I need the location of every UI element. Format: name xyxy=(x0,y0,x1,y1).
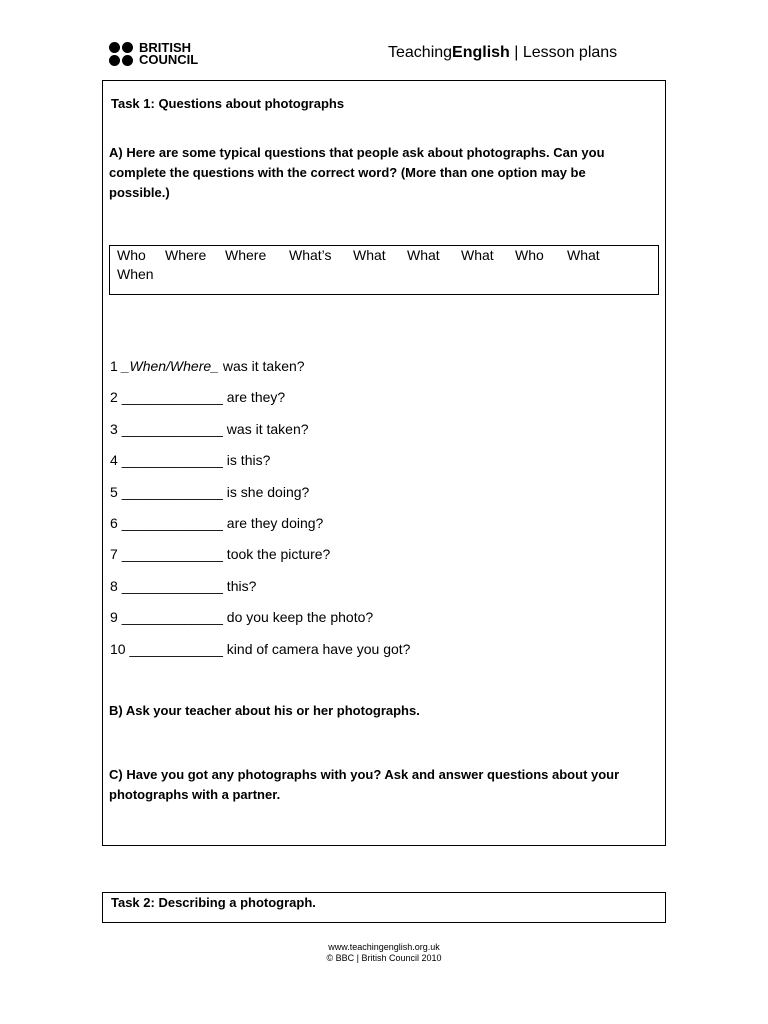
word-box-item: What’s xyxy=(289,247,332,263)
section-b-instructions: B) Ask your teacher about his or her photographs. xyxy=(109,703,420,718)
word-box-item: What xyxy=(461,247,494,263)
question-blank: _____________ xyxy=(121,389,223,406)
word-box-item: Where xyxy=(225,247,267,263)
british-council-logo xyxy=(109,42,209,70)
question-text: is she doing? xyxy=(222,483,310,500)
question-number: 9 xyxy=(110,609,122,626)
question-row xyxy=(110,357,305,375)
logo-dots-icon xyxy=(109,42,135,68)
question-blank: _____________ xyxy=(121,515,223,531)
question-text: is this? xyxy=(222,452,271,469)
question-row xyxy=(110,577,256,595)
question-text: was it taken? xyxy=(218,358,305,374)
question-text: are they? xyxy=(222,389,286,406)
question-blank: _____________ xyxy=(121,609,223,626)
question-text: are they doing? xyxy=(222,515,324,531)
question-number: 6 xyxy=(110,515,122,531)
word-box-item: Who xyxy=(515,247,544,263)
question-number: 2 xyxy=(110,389,122,406)
question-blank: _____________ xyxy=(121,483,223,500)
footer-copyright: © BBC | British Council 2010 xyxy=(326,953,442,963)
footer xyxy=(0,942,768,964)
section-c-instructions: C) Have you got any photographs with you? Ask and answer questions about your photographs with a partner. xyxy=(109,767,620,802)
question-row xyxy=(110,514,323,532)
task2-title: Task 2: Describing a photograph. xyxy=(111,895,316,910)
question-row xyxy=(110,483,309,501)
question-number: 5 xyxy=(110,483,122,500)
brand-prefix: Teaching xyxy=(388,44,453,61)
logo-line2: COUNCIL xyxy=(139,52,199,67)
question-text: kind of camera have you got? xyxy=(222,640,411,657)
brand-suffix: | Lesson plans xyxy=(509,44,618,61)
question-blank: _____________ xyxy=(121,420,223,437)
question-number: 10 xyxy=(110,640,130,657)
question-row xyxy=(110,420,309,438)
task1-box xyxy=(102,80,666,846)
question-number: 4 xyxy=(110,452,122,469)
section-a-instructions: A) Here are some typical questions that people ask about photographs. Can you complete the questions with the correct word? (More than one option may be possible.) xyxy=(109,145,605,200)
question-blank: ____________ xyxy=(129,640,223,657)
task1-title: Task 1: Questions about photographs xyxy=(111,96,345,111)
question-text: do you keep the photo? xyxy=(222,609,374,626)
question-number: 3 xyxy=(110,420,122,437)
brand-bold: English xyxy=(452,44,510,61)
question-number: 7 xyxy=(110,546,122,563)
question-blank: _____________ xyxy=(121,546,223,563)
footer-url: www.teachingenglish.org.uk xyxy=(328,942,440,952)
word-box-item: When xyxy=(117,266,154,282)
question-row xyxy=(110,545,330,563)
question-text: took the picture? xyxy=(222,546,331,563)
question-blank: _____________ xyxy=(121,577,223,594)
word-box-item: What xyxy=(567,247,600,263)
question-row xyxy=(110,451,270,469)
word-box-item: What xyxy=(353,247,386,263)
question-number: 1 xyxy=(110,358,122,374)
question-row xyxy=(110,608,373,626)
question-row xyxy=(110,388,285,406)
task2-box xyxy=(102,892,666,923)
question-text: was it taken? xyxy=(222,420,309,437)
question-blank: _____________ xyxy=(121,452,223,469)
header-brand xyxy=(388,44,617,62)
question-row xyxy=(110,640,410,658)
word-box-item: Who xyxy=(117,247,146,263)
question-number: 8 xyxy=(110,577,122,594)
question-text: this? xyxy=(222,577,257,594)
logo-line1: BRITISH xyxy=(139,40,191,55)
word-box-item: What xyxy=(407,247,440,263)
question-blank: _When/Where_ xyxy=(121,358,219,374)
word-box-item: Where xyxy=(165,247,207,263)
word-box xyxy=(109,245,659,295)
logo-text xyxy=(139,42,198,66)
